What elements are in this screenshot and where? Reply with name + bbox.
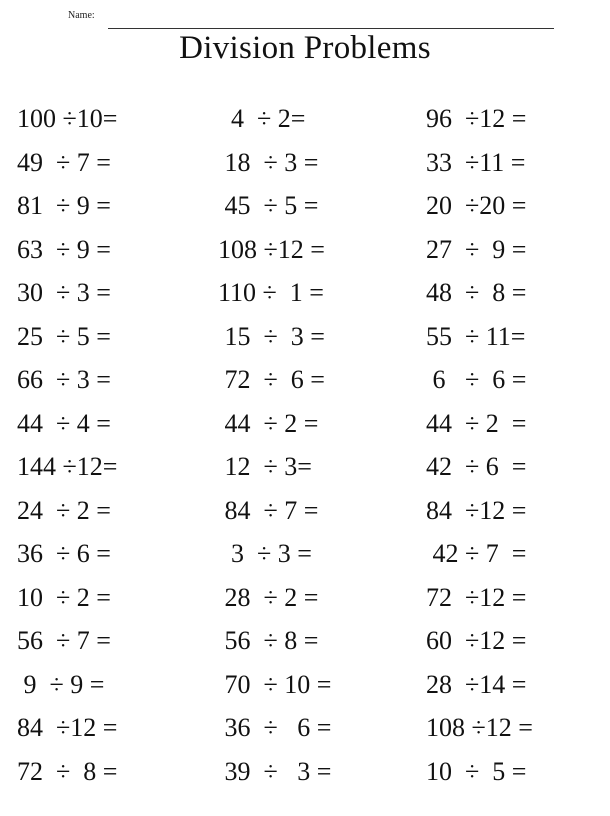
division-problem: 36 ÷ 6 = bbox=[17, 539, 111, 568]
problem-row bbox=[0, 275, 610, 319]
problem-row bbox=[0, 580, 610, 624]
division-problem: 6 ÷ 6 = bbox=[426, 365, 527, 394]
division-problem: 20 ÷20 = bbox=[426, 191, 527, 220]
division-problem: 18 ÷ 3 = bbox=[218, 147, 319, 177]
worksheet-title: Division Problems bbox=[179, 30, 431, 66]
division-problem: 33 ÷11 = bbox=[426, 147, 526, 177]
division-problem: 30 ÷ 3 = bbox=[17, 278, 111, 307]
problem-row bbox=[0, 232, 610, 276]
division-problem: 15 ÷ 3 = bbox=[218, 321, 325, 351]
division-problem: 96 ÷12 = bbox=[426, 104, 527, 133]
division-problem: 144 ÷12= bbox=[17, 452, 118, 481]
division-problem: 84 ÷ 7 = bbox=[218, 495, 319, 525]
division-problem: 4 ÷ 2= bbox=[218, 104, 306, 133]
problem-row bbox=[0, 406, 610, 450]
division-problem: 25 ÷ 5 = bbox=[17, 321, 111, 351]
problem-row bbox=[0, 754, 610, 798]
division-problem: 108 ÷12 = bbox=[218, 234, 325, 264]
problem-row bbox=[0, 667, 610, 711]
division-problem: 27 ÷ 9 = bbox=[426, 234, 527, 264]
problem-row bbox=[0, 536, 610, 580]
division-problem: 84 ÷12 = bbox=[426, 495, 527, 525]
division-problem: 49 ÷ 7 = bbox=[17, 147, 111, 177]
division-problem: 28 ÷14 = bbox=[426, 669, 527, 699]
division-problem: 72 ÷ 8 = bbox=[17, 756, 118, 786]
problem-row bbox=[0, 362, 610, 406]
division-problem: 81 ÷ 9 = bbox=[17, 191, 111, 220]
name-label: Name: bbox=[68, 10, 95, 21]
problem-row bbox=[0, 319, 610, 363]
division-problem: 36 ÷ 6 = bbox=[218, 713, 332, 742]
problem-grid bbox=[0, 101, 610, 797]
division-problem: 70 ÷ 10 = bbox=[218, 669, 332, 699]
division-problem: 66 ÷ 3 = bbox=[17, 365, 111, 394]
problem-row bbox=[0, 101, 610, 145]
division-problem: 72 ÷12 = bbox=[426, 582, 527, 612]
division-problem: 44 ÷ 4 = bbox=[17, 408, 111, 438]
division-problem: 110 ÷ 1 = bbox=[218, 278, 324, 307]
division-problem: 12 ÷ 3= bbox=[218, 452, 312, 481]
division-problem: 42 ÷ 6 = bbox=[426, 452, 527, 481]
problem-row bbox=[0, 449, 610, 493]
division-problem: 100 ÷10= bbox=[17, 104, 118, 133]
problem-row bbox=[0, 493, 610, 537]
division-problem: 84 ÷12 = bbox=[17, 713, 118, 742]
division-problem: 45 ÷ 5 = bbox=[218, 191, 319, 220]
division-problem: 108 ÷12 = bbox=[426, 713, 533, 742]
division-problem: 48 ÷ 8 = bbox=[426, 278, 527, 307]
division-problem: 10 ÷ 2 = bbox=[17, 582, 111, 612]
problem-row bbox=[0, 188, 610, 232]
division-problem: 72 ÷ 6 = bbox=[218, 365, 325, 394]
division-problem: 60 ÷12 = bbox=[426, 626, 527, 655]
problem-row bbox=[0, 145, 610, 189]
division-problem: 55 ÷ 11= bbox=[426, 321, 526, 351]
division-problem: 39 ÷ 3 = bbox=[218, 756, 332, 786]
name-field bbox=[68, 10, 554, 32]
division-problem: 28 ÷ 2 = bbox=[218, 582, 319, 612]
division-problem: 3 ÷ 3 = bbox=[218, 539, 312, 568]
division-problem: 10 ÷ 5 = bbox=[426, 756, 527, 786]
division-problem: 42 ÷ 7 = bbox=[426, 539, 527, 568]
division-problem: 63 ÷ 9 = bbox=[17, 234, 111, 264]
division-problem: 24 ÷ 2 = bbox=[17, 495, 111, 525]
problem-row bbox=[0, 710, 610, 754]
division-problem: 56 ÷ 7 = bbox=[17, 626, 111, 655]
name-underline bbox=[108, 28, 554, 29]
division-problem: 44 ÷ 2 = bbox=[218, 408, 319, 438]
division-problem: 56 ÷ 8 = bbox=[218, 626, 319, 655]
division-problem: 44 ÷ 2 = bbox=[426, 408, 527, 438]
division-problem: 9 ÷ 9 = bbox=[17, 669, 105, 699]
problem-row bbox=[0, 623, 610, 667]
